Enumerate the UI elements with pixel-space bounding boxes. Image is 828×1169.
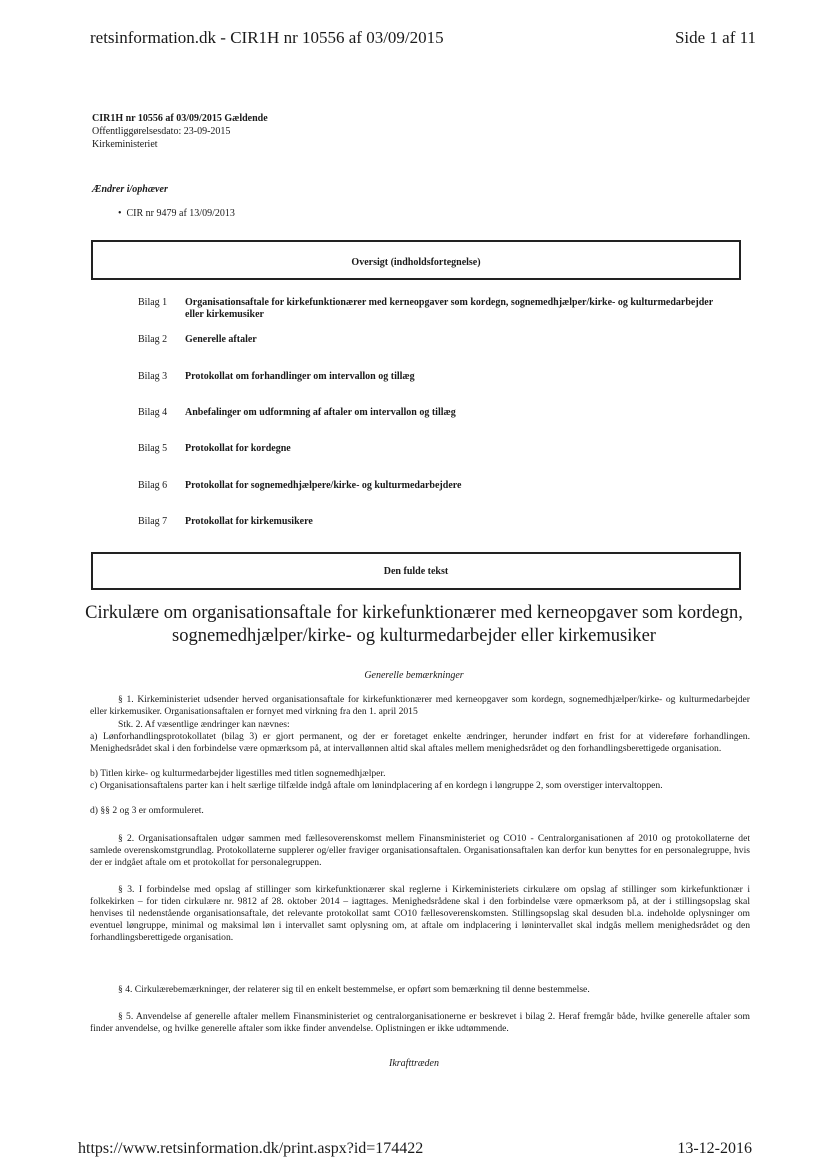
toc-item-link[interactable]: Generelle aftaler [185,334,257,345]
toc-item-7[interactable] [138,516,718,542]
overview-box [91,240,741,280]
ministry: Kirkeministeriet [92,139,158,150]
paragraph-1-item-a: a) Lønforhandlingsprotokollatet (bilag 3) er gjort permanent, og der er foretaget enkelte ændringer, herunder indført en frist for at videreføre forhandlingen. Menighedsrådet skal i den forbindelse være opmærksom på, at intervallønnen altid skal aftales mellem menighedsrådet og den forhandlingsberettigede organisation. [90,731,750,754]
paragraph-4: § 4. Cirkulærebemærkninger, der relaterer sig til en enkelt bestemmelse, er opført som bemærkning til denne bestemmelse. [118,984,590,995]
amends-list-item[interactable]: • CIR nr 9479 af 13/09/2013 [118,208,235,219]
amends-item-label: CIR nr 9479 af 13/09/2013 [126,208,235,219]
overview-title: Oversigt (indholdsfortegnelse) [351,257,481,268]
toc-item-1[interactable] [138,297,718,323]
paragraph-1: § 1. Kirkeministeriet udsender herved organisationsaftale for kirkefunktionærer med kerneopgaver som kordegn, sognemedhjælper/kirke- og kulturmedarbejder eller kirkemusiker. Organisationsaftalen er fornyet med virkning fra den 1. april 2015 [90,694,750,717]
footer-date: 13-12-2016 [677,1140,752,1157]
main-title: Cirkulære om organisationsaftale for kirkefunktionærer med kerneopgaver som kordegn, sognemedhjælper/kirke- og kulturmedarbejder eller kirkemusiker [85,603,743,646]
amends-heading: Ændrer i/ophæver [92,184,168,195]
toc-item-num: Bilag 6 [138,480,168,491]
toc-item-3[interactable] [138,371,718,397]
toc-item-num: Bilag 5 [138,443,168,454]
toc-item-6[interactable] [138,480,718,506]
toc-item-link[interactable]: Protokollat for sognemedhjælpere/kirke- og kulturmedarbejdere [185,480,462,491]
toc-item-link[interactable]: Protokollat for kordegne [185,443,291,454]
general-remarks-heading: Generelle bemærkninger [364,670,464,681]
page-number: Side 1 af 11 [674,28,756,47]
toc-item-num: Bilag 2 [138,334,168,345]
toc-item-link[interactable]: Organisationsaftale for kirkefunktionærer med kerneopgaver som kordegn, sognemedhjælper/kirke- og kulturmedarbejder eller kirkemusiker [185,297,713,320]
toc-item-num: Bilag 7 [138,516,168,527]
publication-date: Offentliggørelsesdato: 23-09-2015 [92,126,231,137]
toc-item-link[interactable]: Anbefalinger om udformning af aftaler om intervallon og tillæg [185,407,456,418]
effective-date-heading: Ikrafttræden [389,1058,439,1069]
toc-item-4[interactable] [138,407,718,433]
toc-item-link[interactable]: Protokollat om forhandlinger om intervallon og tillæg [185,371,415,382]
toc-item-2[interactable] [138,334,718,360]
document-meta [92,112,268,151]
toc-item-num: Bilag 1 [138,297,168,308]
toc-item-5[interactable] [138,443,718,469]
paragraph-3: § 3. I forbindelse med opslag af stillinger som kirkefunktionærer skal reglerne i Kirkeministeriets cirkulære om opslag af stillinger som kirkefunktionær i folkekirken – for tiden cirkulære nr. 9812 af 28. oktober 2014 – iagttages. Menighedsrådene skal i den forbindelse være opmærksom på, at der i stillingsopslag skal henvises til nedenstående organisationsaftale, det relevante protokollat samt CO10 fællesoverenskomsten. Stillingsopslag skal desuden bl.a. indeholde oplysninger om eventuel løngruppe, minimal og maksimal løn i intervallet samt oplysning om, at aftale om indplacering i lønintervallet skal indgås mellem menighedsrådet og den forhandlingsberettigede organisation. [90,884,750,943]
paragraph-2: § 2. Organisationsaftalen udgør sammen med fællesoverenskomst mellem Finansministeriet og CO10 - Centralorganisationen af 2010 og protokollaterne det samlede overenskomstgrundlag. Protokollaterne supplerer og/eller fraviger organisationsaftalen. Organisationsaftalen kan derfor kun benyttes for en personalegruppe, hvis der er indgået aftale om et protokollat for personalegruppen. [90,833,750,868]
paragraph-5: § 5. Anvendelse af generelle aftaler mellem Finansministeriet og centralorganisationerne er beskrevet i bilag 2. Heraf fremgår både, hvilke generelle aftaler som finder anvendelse, og hvilke generelle aftaler som ikke finder anvendelse. Oplistningen er ikke udtømmende. [90,1011,750,1034]
paragraph-1-item-d: d) §§ 2 og 3 er omformuleret. [90,805,204,816]
paragraph-1-stk2: Stk. 2. Af væsentlige ændringer kan nævnes: [118,719,290,730]
paragraph-1-item-b: b) Titlen kirke- og kulturmedarbejder ligestilles med titlen sognemedhjælper. [90,768,386,779]
document-id: CIR1H nr 10556 af 03/09/2015 Gældende [92,113,268,124]
fulltext-title: Den fulde tekst [383,566,449,577]
toc-item-num: Bilag 3 [138,371,168,382]
fulltext-box [91,552,741,590]
toc-item-num: Bilag 4 [138,407,168,418]
footer-url[interactable]: https://www.retsinformation.dk/print.aspx?id=174422 [78,1140,424,1157]
page-header-url-title: retsinformation.dk - CIR1H nr 10556 af 03/09/2015 [90,28,444,47]
toc-item-link[interactable]: Protokollat for kirkemusikere [185,516,313,527]
paragraph-1-item-c: c) Organisationsaftalens parter kan i helt særlige tilfælde indgå aftale om lønindplacering af en kordegn i løngruppe 2, som overstiger intervaltoppen. [90,780,663,791]
